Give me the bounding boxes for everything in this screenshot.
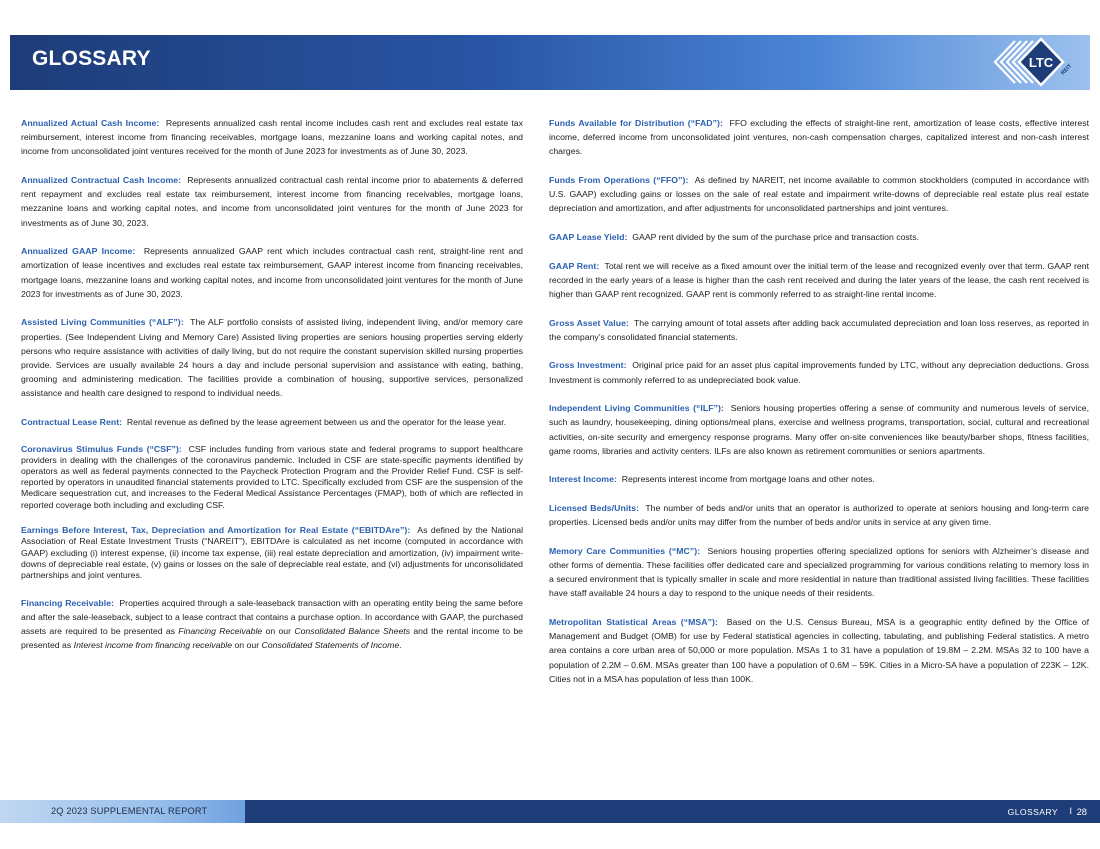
glossary-definition: Properties acquired through a sale-leaseback transaction with an operating entity being the same before and after the sale-leaseback, subject to a lease contract that contains a purchase option. In accordance with GAAP, the purchased assets are required to be presented as Financing Receivable on our Consolidated Balance Sheets and the rental income to be presented as Interest income from financing receivable on our Consolidated Statements of Income. bbox=[21, 597, 524, 651]
glossary-term: Annualized GAAP Income: bbox=[21, 246, 136, 257]
footer-separator: I bbox=[1069, 806, 1072, 816]
glossary-definition: Rental revenue as defined by the lease agreement between us and the operator for the lease year. bbox=[126, 417, 507, 428]
glossary-term: Earnings Before Interest, Tax, Depreciation and Amortization for Real Estate (“EBITDAre”): bbox=[21, 525, 411, 536]
glossary-term: Independent Living Communities (“ILF”): bbox=[549, 403, 724, 414]
glossary-term: Gross Investment: bbox=[549, 360, 627, 371]
glossary-term: Financing Receivable: bbox=[21, 597, 115, 608]
glossary-term: Licensed Beds/Units: bbox=[549, 502, 640, 513]
glossary-entry bbox=[549, 173, 1089, 216]
ltc-reit-logo bbox=[983, 35, 1078, 90]
glossary-definition: FFO excluding the effects of straight-line rent, amortization of lease costs, effective interest income, deferred income from unconsolidated joint ventures, non-cash compensation charges, capitalized interest and non-cash interest charges. bbox=[549, 118, 1090, 157]
header-banner bbox=[10, 35, 1090, 90]
glossary-entry bbox=[549, 316, 1089, 344]
footer-section-name: GLOSSARY bbox=[1007, 807, 1058, 817]
page-footer bbox=[0, 800, 1100, 823]
glossary-definition: As defined by NAREIT, net income available to common stockholders (computed in accordance with U.S. GAAP) excluding gains or losses on the sale of real estate and impairment write-downs of depreciable real estate plus real estate depreciation and amortization, and after adjustments for unconsolidated partnerships and joint ventures. bbox=[549, 175, 1090, 214]
glossary-definition: Represents annualized contractual cash rental income prior to abatements & deferred rent repayment and excludes real estate tax reimbursement, interest income from financing receivables, mortgage loans, mezzanine loans and working capital notes, and income from unconsolidated joint ventures for the month of June 2023 for investments as of June 30, 2023. bbox=[21, 175, 523, 228]
glossary-term: Memory Care Communities (“MC”): bbox=[549, 545, 701, 556]
glossary-definition: Represents annualized GAAP rent which includes contractual cash rent, straight-line rent and amortization of lease incentives and excludes real estate tax reimbursement, GAAP interest income from financing receivables, mortgage loans, mezzanine loans and working capital notes, and income from unconsolidated joint ventures for the month of June 2023 for investments as of June 30, 2023. bbox=[21, 246, 524, 299]
glossary-term: Coronavirus Stimulus Funds (“CSF”): bbox=[21, 443, 182, 454]
glossary-term: Funds From Operations (“FFO”): bbox=[549, 175, 689, 185]
glossary-entry bbox=[549, 401, 1089, 458]
glossary-term: Contractual Lease Rent: bbox=[21, 417, 123, 428]
glossary-entry bbox=[21, 444, 523, 511]
glossary-entry bbox=[549, 472, 1089, 486]
glossary-entry bbox=[549, 358, 1089, 386]
glossary-term: Annualized Contractual Cash Income: bbox=[21, 175, 182, 185]
glossary-definition: GAAP rent divided by the sum of the purchase price and transaction costs. bbox=[632, 232, 919, 242]
glossary-entry bbox=[549, 501, 1089, 529]
glossary-entry bbox=[21, 525, 523, 581]
glossary-term: Funds Available for Distribution (“FAD”): bbox=[549, 118, 723, 128]
glossary-definition: Seniors housing properties offering a sense of community and numerous levels of service, such as laundry, housekeeping, dining options/meal plans, exercise and wellness programs, transportation, social, cultural and recreational activities, on-site security and emergency response programs. Many offer on-site conveniences like beauty/barber shops, fitness facilities, game rooms, libraries and activity centers. ILFs are also known as retirement communities or seniors apartments. bbox=[549, 403, 1089, 456]
glossary-term: Interest Income: bbox=[549, 474, 617, 485]
glossary-entry bbox=[21, 315, 523, 400]
page-title: GLOSSARY bbox=[32, 47, 151, 70]
footer-report-name: 2Q 2023 SUPPLEMENTAL REPORT bbox=[51, 806, 208, 816]
glossary-entry bbox=[21, 596, 523, 653]
glossary-entry bbox=[549, 544, 1089, 601]
glossary-entry bbox=[21, 415, 523, 429]
glossary-entry bbox=[21, 244, 523, 301]
glossary-entry bbox=[21, 116, 523, 159]
glossary-definition: Seniors housing properties offering specialized options for seniors with Alzheimer’s disease and other forms of dementia. These facilities offer dedicated care and specialized programming for various conditions relating to memory loss in a secured environment that is typically smaller in scale and more residential in nature than traditional assisted living facilities. These facilities have staff available 24 hours a day to respond to the unique needs of their residents. bbox=[549, 545, 1089, 599]
glossary-term: Metropolitan Statistical Areas (“MSA”): bbox=[549, 616, 718, 627]
glossary-entry bbox=[549, 230, 1089, 244]
glossary-definition: CSF includes funding from various state and federal programs to support healthcare providers in dealing with the challenges of the coronavirus pandemic. Included in CSF are state-specific payments identified by operators as well as federal payments connected to the Paycheck Protection Program and the Provider Relief Fund. CSF is self-reported by operators in unaudited financial statements provided to LTC. Specifically excluded from CSF are the suspension of the Medicare sequestration cut, and increases to the Federal Medical Assistance Percentages (FMAP), both of which are reflected in reported coverage both including and excluding CSF. bbox=[21, 443, 523, 510]
glossary-definition: Total rent we will receive as a fixed amount over the initial term of the lease and recognized evenly over that term. GAAP rent recorded in the early years of a lease is higher than the cash rent received and during the later years of the lease, the cash rent received is higher than GAAP rent recognized. GAAP rent is commonly referred to as straight-line rental income. bbox=[549, 260, 1089, 299]
logo-subtext: REIT bbox=[1060, 63, 1074, 77]
glossary-definition: Based on the U.S. Census Bureau, MSA is a geographic entity defined by the Office of Management and Budget (OMB) for use by Federal statistical agencies in collecting, tabulating, and publishing Federal statistics. A metro area contains a core urban area of 50,000 or more population. MSAs 1 to 31 have a population of 19.8M – 2.2M. MSAs 32 to 100 have a population of 2.2M – 0.6M. MSAs greater than 100 have a population of 0.6M – 59K. Cities in a Micro-SA have a population of 223K – 12K. Cities not in a MSA has population of less than 100K. bbox=[549, 616, 1090, 684]
glossary-term: GAAP Rent: bbox=[549, 260, 600, 271]
glossary-definition: Represents annualized cash rental income includes cash rent and excludes real estate tax reimbursement, interest income from financing receivables, mortgage loans, mezzanine loans and working capital notes, and income from unconsolidated joint ventures received for the month of June 2023 for investments as of June 30, 2023. bbox=[21, 118, 523, 157]
page-number: 28 bbox=[1076, 806, 1087, 817]
glossary-definition: The ALF portfolio consists of assisted living, independent living, and/or memory care properties. (See Independent Living and Memory Care) Assisted living properties are seniors housing properties serving elderly persons who require assistance with activities of daily living, but do not require the constant supervision skilled nursing properties provide. Services are usually available 24 hours a day and include personal supervision and assistance with eating, bathing, grooming and administering medication. The facilities provide a combination of housing, supportive services, personalized assistance and health care designed to respond to individual needs. bbox=[21, 317, 523, 399]
glossary-entry bbox=[21, 173, 523, 230]
glossary-definition: The number of beds and/or units that an operator is authorized to operate at seniors housing and long-term care properties. Licensed beds and/or units may differ from the number of beds and/or units in service at any given time. bbox=[549, 502, 1089, 528]
glossary-entry bbox=[549, 615, 1089, 686]
glossary-definition: Represents interest income from mortgage loans and other notes. bbox=[621, 474, 875, 485]
glossary-left-column bbox=[21, 116, 523, 667]
footer-report-tab bbox=[0, 800, 245, 823]
glossary-entry bbox=[549, 116, 1089, 159]
glossary-definition: As defined by the National Association of Real Estate Investment Trusts (“NAREIT”), EBITDAre is calculated as net income (computed in accordance with GAAP) excluding (i) interest expense, (ii) income tax expense, (iii) real estate depreciation and amortization, (iv) impairment write-downs of depreciable real estate, (v) gains or losses on the sale of depreciable real estate, and (vi) adjustments for unconsolidated partnerships and joint ventures. bbox=[21, 525, 523, 581]
logo-text: LTC bbox=[1028, 55, 1054, 70]
page-header bbox=[0, 0, 1100, 117]
glossary-right-column bbox=[549, 116, 1089, 700]
glossary-definition: Original price paid for an asset plus capital improvements funded by LTC, without any depreciation deductions. Gross Investment is commonly referred to as undepreciated book value. bbox=[549, 360, 1090, 385]
glossary-term: GAAP Lease Yield: bbox=[549, 232, 628, 242]
glossary-term: Assisted Living Communities (“ALF”): bbox=[21, 317, 184, 328]
glossary-term: Annualized Actual Cash Income: bbox=[21, 118, 160, 128]
glossary-term: Gross Asset Value: bbox=[549, 317, 629, 328]
glossary-entry bbox=[549, 259, 1089, 302]
glossary-definition: The carrying amount of total assets after adding back accumulated depreciation and loan loss reserves, as reported in the company’s consolidated financial statements. bbox=[549, 317, 1090, 342]
